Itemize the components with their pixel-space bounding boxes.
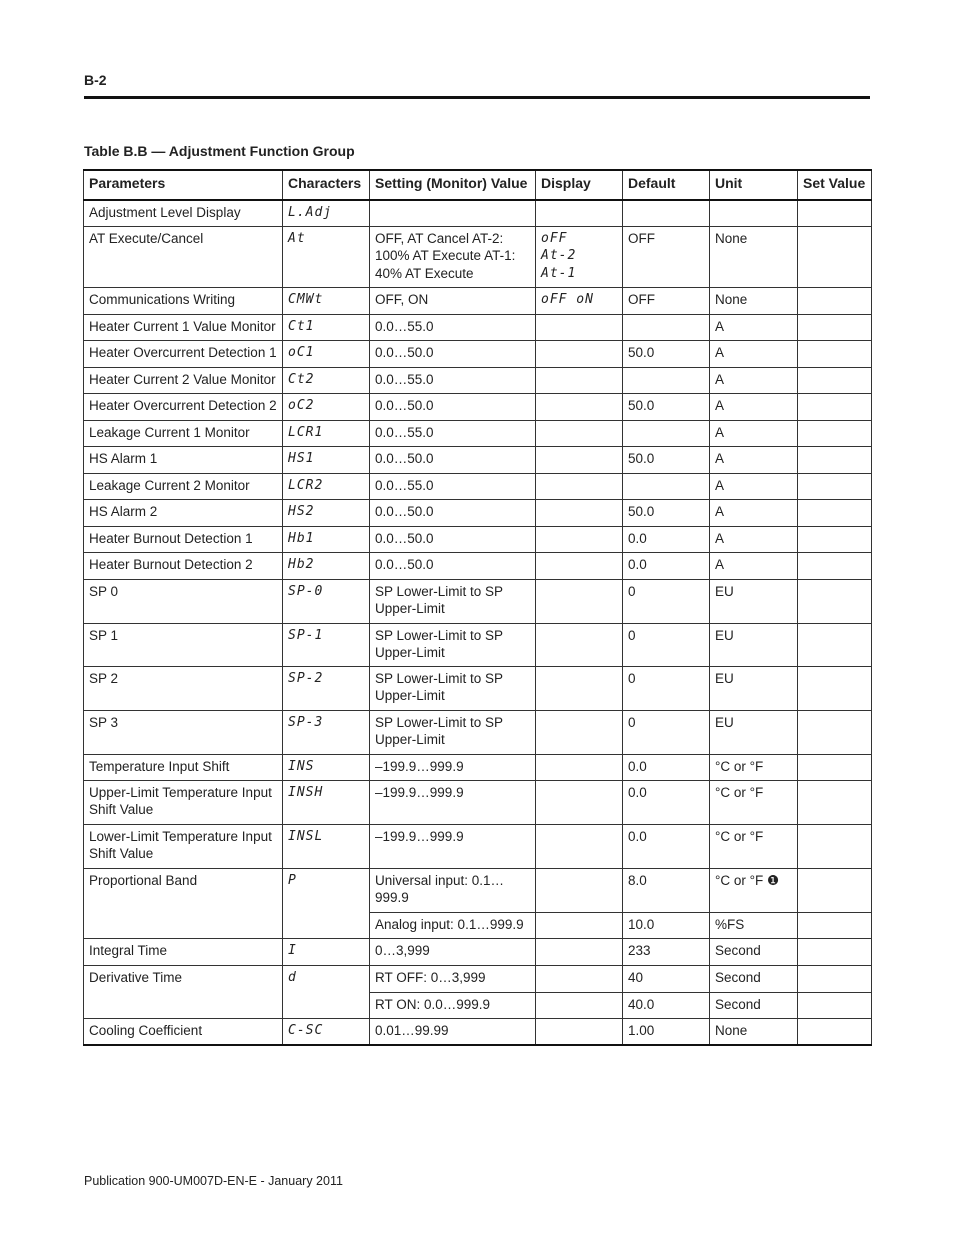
col-header: Display: [536, 170, 623, 200]
setting-value-cell: 0.0…55.0: [370, 314, 536, 340]
unit-cell: A: [710, 314, 798, 340]
default-cell: 0.0: [623, 754, 710, 780]
parameter-cell: AT Execute/Cancel: [84, 226, 283, 287]
default-cell: [623, 473, 710, 499]
display-cell: [536, 824, 623, 868]
characters-cell: LCR1: [283, 420, 370, 446]
unit-cell: EU: [710, 623, 798, 666]
set-value-cell: [798, 314, 872, 340]
setting-value-cell: RT ON: 0.0…999.9: [370, 992, 536, 1018]
default-cell: 50.0: [623, 340, 710, 367]
table-row: [84, 393, 872, 420]
unit-cell: A: [710, 340, 798, 367]
display-cell: [536, 200, 623, 226]
unit-cell: °C or °F ❶: [710, 868, 798, 912]
characters-cell: SP-3: [283, 710, 370, 754]
setting-value-cell: 0.0…55.0: [370, 420, 536, 446]
publication-footer: Publication 900-UM007D-EN-E - January 2011: [84, 1174, 343, 1188]
set-value-cell: [798, 420, 872, 446]
parameter-cell: Leakage Current 2 Monitor: [84, 473, 283, 499]
unit-cell: %FS: [710, 912, 798, 938]
table-row: [84, 938, 872, 965]
characters-cell: SP-1: [283, 623, 370, 666]
table-row: [84, 965, 872, 992]
display-cell: [536, 340, 623, 367]
set-value-cell: [798, 446, 872, 473]
display-cell: [536, 780, 623, 824]
characters-cell: LCR2: [283, 473, 370, 499]
display-cell: [536, 552, 623, 579]
set-value-cell: [798, 340, 872, 367]
default-cell: 0: [623, 579, 710, 623]
characters-cell: HS1: [283, 446, 370, 473]
unit-cell: Second: [710, 938, 798, 965]
display-cell: [536, 754, 623, 780]
display-cell: oFF oN: [536, 287, 623, 314]
table-row: [84, 526, 872, 552]
characters-cell: d: [283, 965, 370, 1018]
parameter-cell: Derivative Time: [84, 965, 283, 1018]
display-cell: [536, 965, 623, 992]
default-cell: 8.0: [623, 868, 710, 912]
default-cell: 1.00: [623, 1018, 710, 1045]
unit-cell: None: [710, 287, 798, 314]
setting-value-cell: 0.0…50.0: [370, 446, 536, 473]
unit-cell: A: [710, 420, 798, 446]
adjustment-function-table: [83, 169, 872, 1046]
unit-cell: A: [710, 526, 798, 552]
setting-value-cell: SP Lower-Limit to SP Upper-Limit: [370, 623, 536, 666]
default-cell: 0: [623, 710, 710, 754]
unit-cell: A: [710, 499, 798, 526]
unit-cell: °C or °F: [710, 824, 798, 868]
unit-cell: EU: [710, 666, 798, 710]
parameter-cell: HS Alarm 1: [84, 446, 283, 473]
unit-cell: [710, 200, 798, 226]
unit-cell: EU: [710, 710, 798, 754]
characters-cell: Hb1: [283, 526, 370, 552]
set-value-cell: [798, 226, 872, 287]
default-cell: 0.0: [623, 526, 710, 552]
characters-cell: Hb2: [283, 552, 370, 579]
setting-value-cell: 0.0…55.0: [370, 473, 536, 499]
unit-cell: Second: [710, 965, 798, 992]
unit-cell: A: [710, 393, 798, 420]
parameter-cell: SP 1: [84, 623, 283, 666]
set-value-cell: [798, 499, 872, 526]
table-row: [84, 367, 872, 393]
parameter-cell: Heater Overcurrent Detection 2: [84, 393, 283, 420]
characters-cell: Ct2: [283, 367, 370, 393]
unit-cell: A: [710, 367, 798, 393]
table-row: [84, 340, 872, 367]
display-cell: [536, 938, 623, 965]
setting-value-cell: 0.0…50.0: [370, 552, 536, 579]
set-value-cell: [798, 824, 872, 868]
table-row: [84, 1018, 872, 1045]
table-row: [84, 824, 872, 868]
display-cell: [536, 868, 623, 912]
set-value-cell: [798, 579, 872, 623]
setting-value-cell: OFF, AT Cancel AT-2: 100% AT Execute AT-1: 40% AT Execute: [370, 226, 536, 287]
default-cell: 0: [623, 623, 710, 666]
setting-value-cell: 0.01…99.99: [370, 1018, 536, 1045]
set-value-cell: [798, 938, 872, 965]
setting-value-cell: 0.0…50.0: [370, 526, 536, 552]
unit-cell: A: [710, 552, 798, 579]
display-cell: oFF At-2 At-1: [536, 226, 623, 287]
unit-cell: °C or °F: [710, 780, 798, 824]
setting-value-cell: [370, 200, 536, 226]
parameter-cell: Integral Time: [84, 938, 283, 965]
setting-value-cell: –199.9…999.9: [370, 780, 536, 824]
unit-cell: None: [710, 226, 798, 287]
set-value-cell: [798, 710, 872, 754]
display-cell: [536, 473, 623, 499]
set-value-cell: [798, 1018, 872, 1045]
set-value-cell: [798, 992, 872, 1018]
default-cell: 0.0: [623, 824, 710, 868]
display-cell: [536, 499, 623, 526]
setting-value-cell: 0…3,999: [370, 938, 536, 965]
parameter-cell: Proportional Band: [84, 868, 283, 938]
characters-cell: SP-0: [283, 579, 370, 623]
table-row: [84, 710, 872, 754]
characters-cell: At: [283, 226, 370, 287]
table-row: [84, 623, 872, 666]
table-row: [84, 780, 872, 824]
parameter-cell: Heater Burnout Detection 2: [84, 552, 283, 579]
table-row: [84, 287, 872, 314]
characters-cell: CMWt: [283, 287, 370, 314]
parameter-cell: HS Alarm 2: [84, 499, 283, 526]
table-row: [84, 420, 872, 446]
set-value-cell: [798, 912, 872, 938]
characters-cell: L.Adj: [283, 200, 370, 226]
parameter-cell: Communications Writing: [84, 287, 283, 314]
characters-cell: INSL: [283, 824, 370, 868]
default-cell: 10.0: [623, 912, 710, 938]
display-cell: [536, 446, 623, 473]
setting-value-cell: –199.9…999.9: [370, 824, 536, 868]
display-cell: [536, 623, 623, 666]
parameter-cell: Lower-Limit Temperature Input Shift Value: [84, 824, 283, 868]
default-cell: [623, 420, 710, 446]
parameter-cell: Leakage Current 1 Monitor: [84, 420, 283, 446]
default-cell: 0: [623, 666, 710, 710]
parameter-cell: Heater Burnout Detection 1: [84, 526, 283, 552]
display-cell: [536, 420, 623, 446]
parameter-cell: Adjustment Level Display: [84, 200, 283, 226]
page-number: B-2: [84, 72, 107, 88]
default-cell: 50.0: [623, 446, 710, 473]
set-value-cell: [798, 868, 872, 912]
set-value-cell: [798, 552, 872, 579]
col-header: Parameters: [84, 170, 283, 200]
table-body: [84, 200, 872, 1045]
setting-value-cell: –199.9…999.9: [370, 754, 536, 780]
table-row: [84, 314, 872, 340]
set-value-cell: [798, 780, 872, 824]
parameter-cell: SP 2: [84, 666, 283, 710]
setting-value-cell: 0.0…50.0: [370, 393, 536, 420]
parameter-cell: Cooling Coefficient: [84, 1018, 283, 1045]
set-value-cell: [798, 666, 872, 710]
display-cell: [536, 1018, 623, 1045]
setting-value-cell: 0.0…55.0: [370, 367, 536, 393]
table-row: [84, 552, 872, 579]
default-cell: [623, 314, 710, 340]
table-row: [84, 579, 872, 623]
col-header: Default: [623, 170, 710, 200]
table-row: [84, 499, 872, 526]
default-cell: OFF: [623, 287, 710, 314]
parameter-cell: Heater Overcurrent Detection 1: [84, 340, 283, 367]
default-cell: 50.0: [623, 499, 710, 526]
setting-value-cell: Analog input: 0.1…999.9: [370, 912, 536, 938]
setting-value-cell: SP Lower-Limit to SP Upper-Limit: [370, 710, 536, 754]
characters-cell: oC2: [283, 393, 370, 420]
display-cell: [536, 992, 623, 1018]
default-cell: 0.0: [623, 780, 710, 824]
setting-value-cell: 0.0…50.0: [370, 499, 536, 526]
set-value-cell: [798, 393, 872, 420]
table-row: [84, 200, 872, 226]
display-cell: [536, 666, 623, 710]
unit-cell: °C or °F: [710, 754, 798, 780]
parameter-cell: Upper-Limit Temperature Input Shift Value: [84, 780, 283, 824]
col-header: Characters: [283, 170, 370, 200]
table-row: [84, 226, 872, 287]
setting-value-cell: SP Lower-Limit to SP Upper-Limit: [370, 666, 536, 710]
display-cell: [536, 912, 623, 938]
table-row: [84, 473, 872, 499]
set-value-cell: [798, 623, 872, 666]
default-cell: 40: [623, 965, 710, 992]
set-value-cell: [798, 526, 872, 552]
set-value-cell: [798, 287, 872, 314]
characters-cell: INSH: [283, 780, 370, 824]
table-row: [84, 754, 872, 780]
display-cell: [536, 526, 623, 552]
characters-cell: INS: [283, 754, 370, 780]
parameter-cell: Heater Current 1 Value Monitor: [84, 314, 283, 340]
header-rule: [84, 96, 870, 99]
unit-cell: None: [710, 1018, 798, 1045]
characters-cell: oC1: [283, 340, 370, 367]
setting-value-cell: RT OFF: 0…3,999: [370, 965, 536, 992]
characters-cell: P: [283, 868, 370, 938]
parameter-cell: SP 0: [84, 579, 283, 623]
characters-cell: Ct1: [283, 314, 370, 340]
table-row: [84, 446, 872, 473]
default-cell: OFF: [623, 226, 710, 287]
col-header: Setting (Monitor) Value: [370, 170, 536, 200]
setting-value-cell: Universal input: 0.1…999.9: [370, 868, 536, 912]
table-row: [84, 666, 872, 710]
setting-value-cell: 0.0…50.0: [370, 340, 536, 367]
display-cell: [536, 314, 623, 340]
default-cell: [623, 200, 710, 226]
parameter-cell: Temperature Input Shift: [84, 754, 283, 780]
set-value-cell: [798, 200, 872, 226]
set-value-cell: [798, 754, 872, 780]
characters-cell: C-SC: [283, 1018, 370, 1045]
set-value-cell: [798, 473, 872, 499]
default-cell: 0.0: [623, 552, 710, 579]
display-cell: [536, 710, 623, 754]
characters-cell: I: [283, 938, 370, 965]
display-cell: [536, 367, 623, 393]
default-cell: 50.0: [623, 393, 710, 420]
col-header: Unit: [710, 170, 798, 200]
parameter-cell: Heater Current 2 Value Monitor: [84, 367, 283, 393]
set-value-cell: [798, 367, 872, 393]
default-cell: [623, 367, 710, 393]
default-cell: 40.0: [623, 992, 710, 1018]
setting-value-cell: SP Lower-Limit to SP Upper-Limit: [370, 579, 536, 623]
setting-value-cell: OFF, ON: [370, 287, 536, 314]
characters-cell: HS2: [283, 499, 370, 526]
unit-cell: Second: [710, 992, 798, 1018]
col-header: Set Value: [798, 170, 872, 200]
table-header-row: [84, 170, 872, 200]
unit-cell: A: [710, 473, 798, 499]
display-cell: [536, 579, 623, 623]
unit-cell: EU: [710, 579, 798, 623]
characters-cell: SP-2: [283, 666, 370, 710]
display-cell: [536, 393, 623, 420]
parameter-cell: SP 3: [84, 710, 283, 754]
unit-cell: A: [710, 446, 798, 473]
default-cell: 233: [623, 938, 710, 965]
table-row: [84, 868, 872, 912]
set-value-cell: [798, 965, 872, 992]
table-caption: Table B.B — Adjustment Function Group: [84, 143, 355, 159]
